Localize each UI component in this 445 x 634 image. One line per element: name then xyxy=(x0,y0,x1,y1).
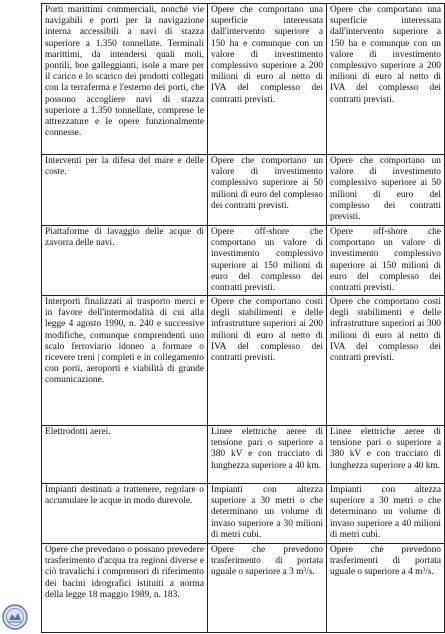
threshold-a-cell: Opere che comportano una superficie interessata dall'intervento superiore a 150 ha e comunque con un valore di investimento complessivo superiore a 200 milioni di euro al netto di IVA del complesso dei contratti previsti. xyxy=(208,4,327,155)
threshold-a-cell: Impianti con altezza superiore a 30 metri o che determinano un volume di invaso superiore a 30 milioni di metri cubi. xyxy=(208,484,327,544)
project-cell: Piattaforme di lavaggio delle acque di zavorra delle navi. xyxy=(42,226,208,296)
table-row xyxy=(42,544,445,633)
threshold-b-cell: Opere che comportano una superficie interessata dall'intervento superiore a 150 ha e comunque con un valore di investimento complessivo superiore a 200 milioni di euro al netto di IVA del complesso dei contratti previsti. xyxy=(327,4,445,155)
threshold-b-cell: Opere che prevedono trasferimenti di portata uguale o superiore a 4 m³/s. xyxy=(327,544,445,633)
threshold-b-cell: Impianti con altezza superiore a 30 metri o che determinano un volume di invaso superiore a 40 milioni di metri cubi. xyxy=(327,484,445,544)
table-row xyxy=(42,426,445,484)
project-cell: Interporti finalizzati al trasporto merci e in favore dell'intermodalità di cui alla legge 4 agosto 1990, n. 240 e successive modifiche, comunque comprendenti uno scalo ferroviario idoneo a formare o ricevere treni | completi e in collegamento con porti, aeroporti e viabilità di grande comunicazione. xyxy=(42,296,208,426)
seal-logo-icon xyxy=(2,604,28,630)
table-row xyxy=(42,226,445,296)
threshold-b-cell: Opere che comportano costi degli stabilimenti e delle infrastrutture superiori ai 300 milioni di euro al netto di IVA del complesso dei contratti previsti. xyxy=(327,296,445,426)
threshold-b-cell: Opere off-shore che comportano un valore di investimento complessivo superiore ai 150 milioni di euro del complesso dei contratti previsti. xyxy=(327,226,445,296)
table-row xyxy=(42,155,445,226)
project-cell: Elettrodotti aerei. xyxy=(42,426,208,484)
threshold-b-cell: Opere che comportano un valore di investimento complessivo superiore ai 50 milioni di euro del complesso dei contratti previsti. xyxy=(327,155,445,226)
table-row xyxy=(42,296,445,426)
table-row xyxy=(42,4,445,155)
threshold-a-cell: Linee elettriche aeree di tensione pari o superiore a 380 kV e con tracciato di lunghezza superiore a 40 km. xyxy=(208,426,327,484)
project-cell: Opere che prevedano o possano prevedere trasferimento d'acqua tra regioni diverse e ciò travalichi i comprensori di riferimento dei bacini idrografici istituiti a norma della legge 18 maggio 1989, n. 183. xyxy=(42,544,208,633)
project-cell: Porti marittimi commerciali, nonché vie navigabili e porti per la navigazione interna accessibili a navi di stazza superiore a 1.350 tonnellate. Terminali marittimi, da intendersi quali moli, pontili, boe galleggianti, isole a mare per il carico e lo scarico dei prodotti collegati con la terraferma e l'esterno dei porti, che possono accogliere navi di stazza superiore a 1.350 tonnellate, comprese le attrezzature e le opere funzionalmente connesse. xyxy=(42,4,208,155)
threshold-a-cell: Opere che prevedono trasferimento di portata uguale o superiore a 3 m³/s. xyxy=(208,544,327,633)
table-row xyxy=(42,484,445,544)
thresholds-table xyxy=(41,3,445,633)
project-cell: Impianti destinati a trattenere, regolare o accumulare le acque in modo durevole. xyxy=(42,484,208,544)
threshold-a-cell: Opere che comportano un valore di investimento complessivo superiore ai 50 milioni di euro del complesso dei contratti previsti. xyxy=(208,155,327,226)
threshold-a-cell: Opere off-shore che comportano un valore di investimento complessivo superiore ai 150 milioni di euro del complesso dei contratti previsti. xyxy=(208,226,327,296)
threshold-a-cell: Opere che comportano costi degli stabilimenti e delle infrastrutture superiori ai 200 milioni di euro al netto di IVA del complesso dei contratti previsti. xyxy=(208,296,327,426)
project-cell: Interventi per la difesa del mare e delle coste. xyxy=(42,155,208,226)
threshold-b-cell: Linee elettriche aeree di tensione pari o superiore a 380 kV e con tracciato di lunghezza superiore a 40 km. xyxy=(327,426,445,484)
